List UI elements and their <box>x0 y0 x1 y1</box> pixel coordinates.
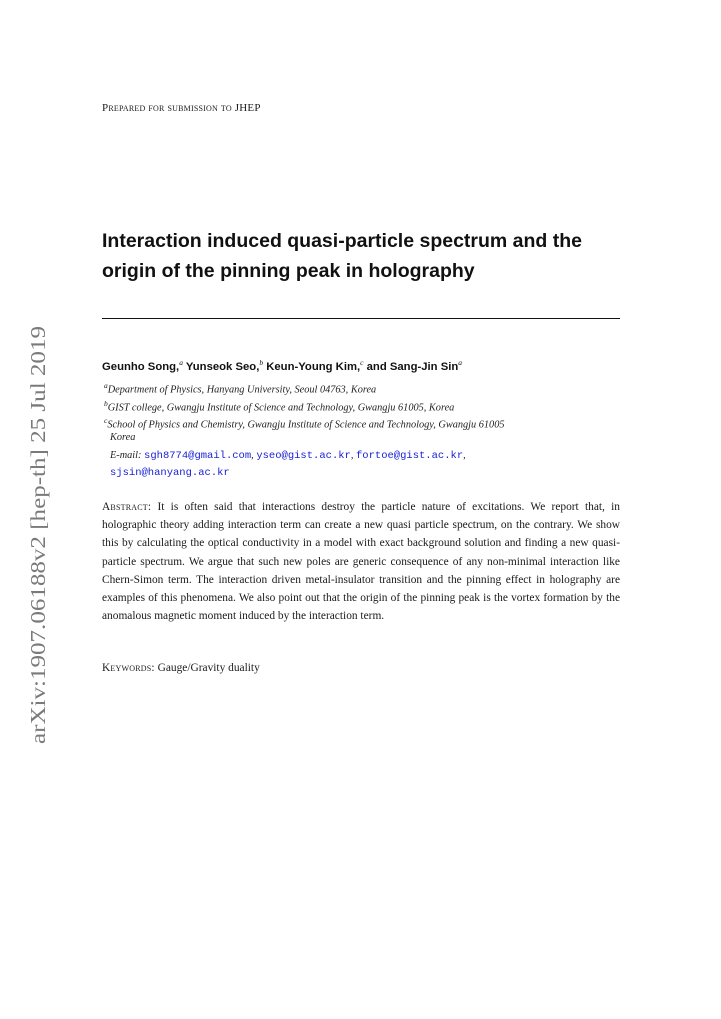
author-1: Geunho Song,$^a$ <box>102 358 183 373</box>
email-line-2 <box>110 467 230 479</box>
paper-title <box>102 226 642 286</box>
author-3: Keun-Young Kim,$^c$ <box>266 358 364 373</box>
author-2: Yunseok Seo,$^b$ <box>185 358 264 373</box>
title-divider <box>102 318 620 319</box>
affiliation-a: $^a$Department of Physics, Hanyang University, Seoul 04763, Korea <box>104 381 377 396</box>
submission-note: Prepared for submission to JHEP <box>102 102 261 114</box>
author-list <box>102 358 462 373</box>
keywords <box>102 662 260 674</box>
affiliation-c-continued: Korea <box>110 432 136 443</box>
abstract <box>102 498 620 625</box>
title-line-1: Interaction induced quasi-particle spectrum and the <box>102 230 583 252</box>
email-link-4[interactable]: sjsin@hanyang.ac.kr <box>110 467 230 479</box>
abstract-label: Abstract: <box>102 501 152 513</box>
abstract-text: It is often said that interactions destroy the particle nature of excitations. We report that, in holographic theory adding interaction term can create a new quasi particle spectrum, on the contrary. We show this by calculating the optical conductivity in a model with exact background solution and finding a new quasi-particle spectrum. We argue that such new poles are generic consequence of any non-minimal interaction like Chern-Simon term. The interaction driven metal-insulator transition and the pinning effect in holography are examples of this phenomena. We also point out that the origin of the pinning peak is the vortex formation by the anomalous magnetic moment induced by the interaction term. <box>102 501 620 623</box>
title-line-2: origin of the pinning peak in holography <box>102 260 475 282</box>
author-4: and Sang-Jin Sin$^a$ <box>366 358 463 373</box>
affiliation-b: $^b$GIST college, Gwangju Institute of Science and Technology, Gwangju 61005, Korea <box>104 399 455 414</box>
arxiv-stamp-text: arXiv:1907.06188v2 [hep-th] 25 Jul 2019 <box>26 393 50 744</box>
keywords-label: Keywords: <box>102 662 155 674</box>
email-link-1[interactable]: sgh8774@gmail.com <box>144 450 252 462</box>
keywords-text: Gauge/Gravity duality <box>157 662 260 674</box>
email-label: E-mail: <box>110 450 142 461</box>
arxiv-identifier-stamp <box>16 326 56 744</box>
email-link-2[interactable]: yseo@gist.ac.kr <box>256 450 351 462</box>
affiliation-c: $^c$School of Physics and Chemistry, Gwangju Institute of Science and Technology, Gwangju 61005 <box>104 416 505 431</box>
email-line: E-mail: sgh8774@gmail.com, yseo@gist.ac.kr, fortoe@gist.ac.kr, <box>110 450 466 462</box>
email-link-3[interactable]: fortoe@gist.ac.kr <box>356 450 464 462</box>
